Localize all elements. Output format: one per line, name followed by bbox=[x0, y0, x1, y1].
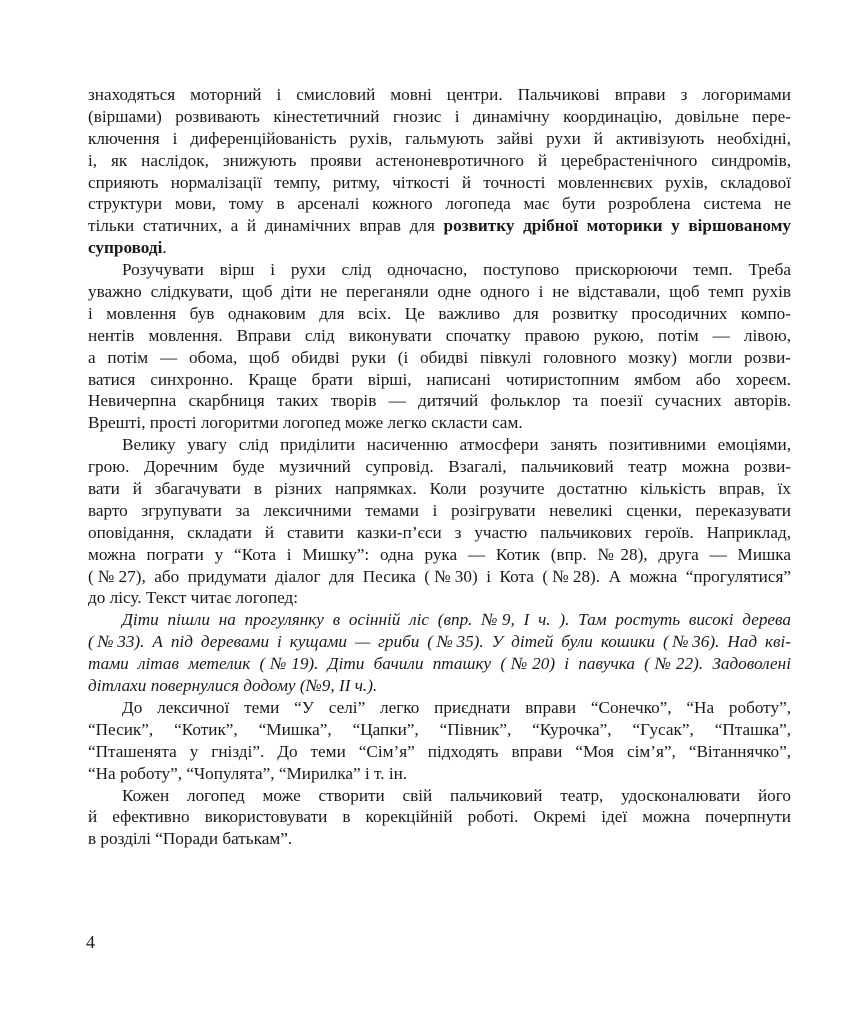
text-line bbox=[88, 412, 791, 434]
page-number: 4 bbox=[86, 932, 95, 952]
text-line bbox=[88, 325, 791, 347]
text-line bbox=[88, 587, 791, 609]
text-segment: тами літав метелик (№19). Діти бачили пташку (№20) і павучка (№22). Задоволені bbox=[88, 654, 791, 674]
text-segment: дітлахи повернулися додому (№9, II ч.). bbox=[88, 676, 378, 696]
text-line bbox=[88, 303, 791, 325]
text-segment: Невичерпна скарбниця таких творів — дитячий фольклор та поезії сучасних авторів. bbox=[88, 391, 791, 411]
text-segment: знаходяться моторний і смисловий мовні центри. Пальчикові вправи з логоримами bbox=[88, 85, 791, 104]
text-segment: варто згрупувати за лексичними темами і розігрувати невеликі сценки, переказувати bbox=[88, 500, 791, 520]
text-line bbox=[88, 347, 791, 369]
text-segment: . bbox=[162, 238, 167, 258]
paragraph-recitation-tempo bbox=[88, 259, 791, 434]
text-segment: оповідання, складати й ставити казки-п’єси з участю пальчикових героїв. Наприклад, bbox=[88, 522, 791, 542]
text-segment: ключення і диференційованість рухів, гальмують зайві рухи й активізують необхідні, bbox=[88, 128, 791, 148]
bold-text-segment: розвитку дрібної моторики у віршованому bbox=[443, 216, 791, 236]
text-line bbox=[88, 84, 791, 106]
text-segment: і, як наслідок, знижують прояви астеноневротичного й церебрастенічного синдромів, bbox=[88, 150, 791, 170]
text-segment: Врешті, прості логоритми логопед може легко скласти сам. bbox=[88, 413, 523, 433]
text-line bbox=[88, 106, 791, 128]
text-line bbox=[88, 763, 791, 785]
text-segment: Розучувати вірш і рухи слід одночасно, поступово прискорюючи темп. Треба bbox=[122, 260, 791, 280]
text-segment: структури мови, тому в арсеналі кожного логопеда має бути розроблена система не bbox=[88, 194, 791, 214]
text-line bbox=[88, 697, 791, 719]
text-line bbox=[88, 237, 791, 259]
text-line bbox=[88, 785, 791, 807]
text-line bbox=[88, 741, 791, 763]
text-segment: тільки статичних, а й динамічних вправ для bbox=[88, 216, 444, 236]
text-line bbox=[88, 478, 791, 500]
text-segment: (віршами) розвивають кінестетичний гнозис і динамічну координацію, довільне пере- bbox=[88, 106, 791, 126]
text-line bbox=[88, 150, 791, 172]
text-segment: можна пограти у “Кота і Мишку”: одна рука — Котик (впр. №28), друга — Мишка bbox=[88, 544, 791, 564]
text-line bbox=[88, 172, 791, 194]
text-segment: уважно слідкувати, щоб діти не переганяли одне одного і не відставали, щоб темп рухів bbox=[88, 282, 791, 302]
text-segment: Діти пішли на прогулянку в осінній ліс (впр. №9, I ч. ). Там ростуть високі дерева bbox=[122, 610, 791, 630]
text-line bbox=[88, 806, 791, 828]
text-segment: (№27), або придумати діалог для Песика (№30) і Кота (№28). А можна “прогулятися” bbox=[88, 566, 791, 586]
text-line bbox=[88, 128, 791, 150]
text-segment: і мовлення був однаковим для всіх. Це важливо для розвитку просодичних компо- bbox=[88, 303, 791, 323]
text-line bbox=[88, 566, 791, 588]
text-line bbox=[88, 434, 791, 456]
text-segment: а потім — обома, щоб обидві руки (і обидві півкулі головного мозку) могли розви- bbox=[88, 347, 791, 367]
text-segment: “Пташенята у гнізді”. До теми “Сім’я” підходять вправи “Моя сім’я”, “Вітаннячко”, bbox=[88, 741, 791, 761]
text-line bbox=[88, 500, 791, 522]
text-segment: (№33). А під деревами і кущами — гриби (№35). У дітей були кошики (№36). Над кві- bbox=[88, 632, 791, 652]
text-line bbox=[88, 522, 791, 544]
text-segment: нентів мовлення. Вправи слід виконувати спочатку правою рукою, потім — лівою, bbox=[88, 325, 791, 345]
text-line bbox=[88, 390, 791, 412]
text-line bbox=[88, 828, 791, 850]
text-line bbox=[88, 456, 791, 478]
text-line bbox=[88, 719, 791, 741]
text-segment: ватися синхронно. Краще брати вірші, написані чотиристопним ямбом або хореєм. bbox=[88, 369, 791, 389]
text-segment: в розділі “Поради батькам”. bbox=[88, 829, 293, 849]
bold-text-segment: супроводі bbox=[88, 238, 163, 258]
text-line bbox=[88, 281, 791, 303]
text-line bbox=[88, 215, 791, 237]
text-line bbox=[88, 675, 791, 697]
text-segment: грою. Доречним буде музичний супровід. Взагалі, пальчиковий театр можна розви- bbox=[88, 457, 791, 477]
text-segment: Велику увагу слід приділити насиченню атмосфери занять позитивними емоціями, bbox=[122, 435, 791, 455]
text-line bbox=[88, 631, 791, 653]
text-line bbox=[88, 653, 791, 675]
text-line bbox=[88, 544, 791, 566]
text-line bbox=[88, 193, 791, 215]
text-segment: сприяють нормалізації темпу, ритму, чіткості й точності мовленнєвих рухів, складової bbox=[88, 172, 791, 192]
text-segment: До лексичної теми “У селі” легко приєднати вправи “Сонечко”, “На роботу”, bbox=[122, 697, 791, 717]
text-line bbox=[88, 609, 791, 631]
text-segment: Кожен логопед може створити свій пальчиковий театр, удосконалювати його bbox=[122, 785, 791, 805]
paragraph-finger-exercises bbox=[88, 84, 791, 259]
text-segment: до лісу. Текст читає логопед: bbox=[88, 588, 299, 608]
paragraph-lexical-themes bbox=[88, 697, 791, 785]
text-segment: вати й збагачувати в різних напрямках. Коли розучите достатню кількість вправ, їх bbox=[88, 479, 791, 499]
page-body bbox=[88, 84, 791, 850]
text-line bbox=[88, 369, 791, 391]
paragraph-own-theatre bbox=[88, 785, 791, 851]
text-line bbox=[88, 259, 791, 281]
paragraph-emotions-theatre bbox=[88, 434, 791, 609]
text-segment: й ефективно використовувати в корекційній роботі. Окремі ідеї можна почерпнути bbox=[88, 807, 791, 827]
text-segment: “На роботу”, “Чопулята”, “Мирилка” і т. ін. bbox=[88, 763, 408, 783]
paragraph-forest-walk-example bbox=[88, 609, 791, 697]
text-segment: “Песик”, “Котик”, “Мишка”, “Цапки”, “Півник”, “Курочка”, “Гусак”, “Пташка”, bbox=[88, 719, 791, 739]
